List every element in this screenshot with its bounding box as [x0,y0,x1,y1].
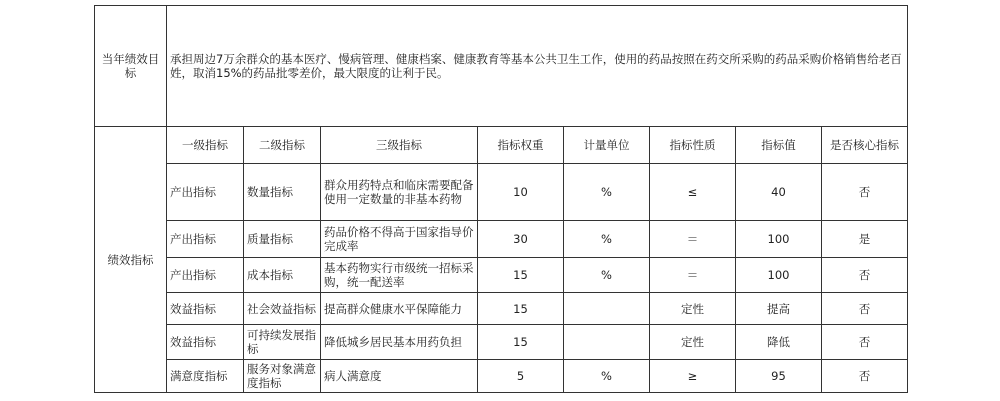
cell-weight: 15 [478,325,564,360]
cell-nature: 定性 [650,293,736,325]
header-row [95,127,908,164]
cell-level3: 药品价格不得高于国家指导价完成率 [321,221,478,258]
cell-value: 提高 [736,293,822,325]
cell-level2: 可持续发展指标 [244,325,321,360]
goal-text: 承担周边7万余群众的基本医疗、慢病管理、健康档案、健康教育等基本公共卫生工作，使用的药品按照在药交所采购的药品采购价格销售给老百姓，取消15%的药品批零差价，最大限度的让利于民。 [167,6,908,127]
goal-row [95,6,908,127]
cell-level1: 产出指标 [167,221,244,258]
cell-unit: % [564,360,650,393]
goal-label: 当年绩效目标 [95,6,167,127]
table-row [95,360,908,393]
cell-weight: 30 [478,221,564,258]
cell-value: 100 [736,258,822,293]
table-row [95,221,908,258]
cell-nature: ≤ [650,164,736,221]
cell-nature: ≥ [650,360,736,393]
header-weight: 指标权重 [478,127,564,164]
cell-level1: 满意度指标 [167,360,244,393]
cell-level1: 产出指标 [167,164,244,221]
table-row [95,325,908,360]
indicators-label: 绩效指标 [95,127,167,393]
cell-level2: 服务对象满意度指标 [244,360,321,393]
cell-nature: 定性 [650,325,736,360]
cell-unit [564,325,650,360]
cell-unit: % [564,258,650,293]
cell-weight: 15 [478,258,564,293]
cell-value: 100 [736,221,822,258]
header-level3: 三级指标 [321,127,478,164]
cell-level1: 效益指标 [167,325,244,360]
cell-core: 否 [822,293,908,325]
performance-table [94,5,908,393]
cell-level1: 效益指标 [167,293,244,325]
cell-level2: 数量指标 [244,164,321,221]
cell-weight: 15 [478,293,564,325]
cell-core: 否 [822,360,908,393]
header-level1: 一级指标 [167,127,244,164]
cell-core: 否 [822,258,908,293]
header-core: 是否核心指标 [822,127,908,164]
cell-unit: % [564,164,650,221]
header-value: 指标值 [736,127,822,164]
cell-weight: 10 [478,164,564,221]
cell-level2: 成本指标 [244,258,321,293]
table-row [95,164,908,221]
cell-core: 否 [822,164,908,221]
cell-value: 95 [736,360,822,393]
cell-value: 40 [736,164,822,221]
cell-level3: 群众用药特点和临床需要配备使用一定数量的非基本药物 [321,164,478,221]
cell-level3: 病人满意度 [321,360,478,393]
cell-weight: 5 [478,360,564,393]
cell-nature: ＝ [650,258,736,293]
cell-level2: 社会效益指标 [244,293,321,325]
cell-nature: ＝ [650,221,736,258]
cell-level2: 质量指标 [244,221,321,258]
cell-unit [564,293,650,325]
cell-level1: 产出指标 [167,258,244,293]
header-unit: 计量单位 [564,127,650,164]
cell-core: 是 [822,221,908,258]
cell-level3: 降低城乡居民基本用药负担 [321,325,478,360]
table-row [95,258,908,293]
cell-value: 降低 [736,325,822,360]
cell-unit: % [564,221,650,258]
cell-level3: 提高群众健康水平保障能力 [321,293,478,325]
table-row [95,293,908,325]
cell-core: 否 [822,325,908,360]
header-nature: 指标性质 [650,127,736,164]
header-level2: 二级指标 [244,127,321,164]
cell-level3: 基本药物实行市级统一招标采购，统一配送率 [321,258,478,293]
